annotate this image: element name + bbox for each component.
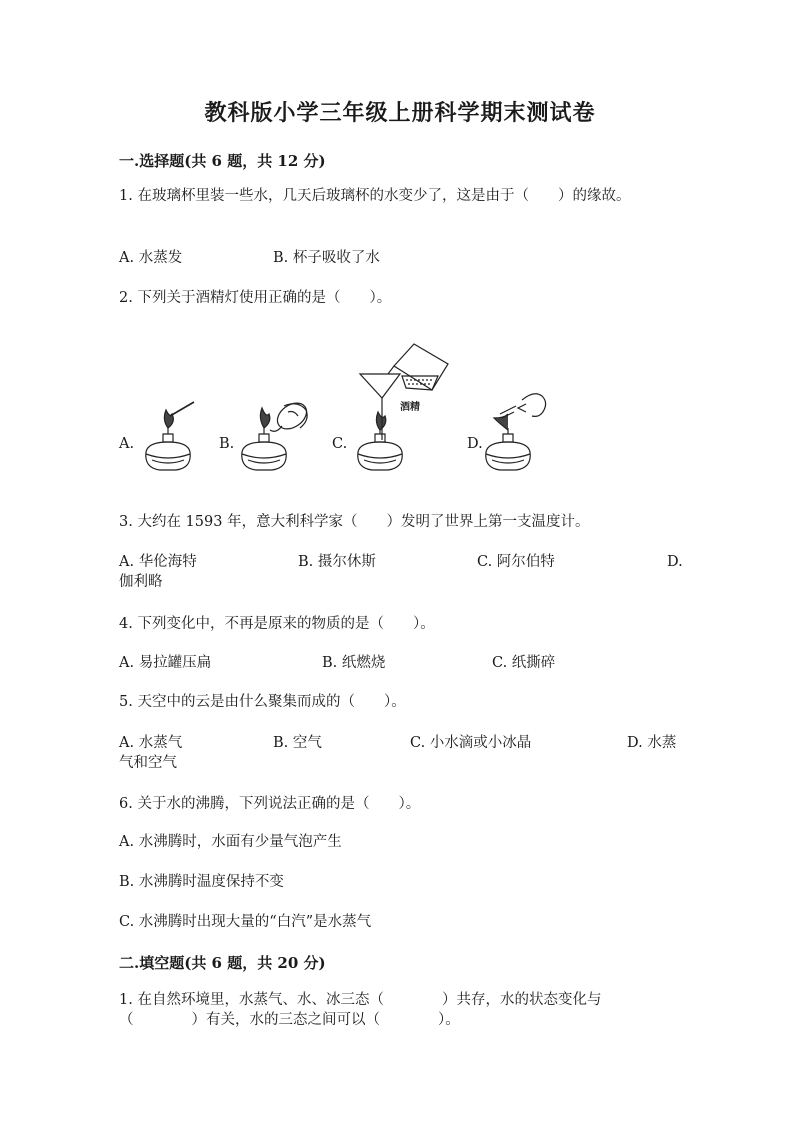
q6-option-a: A. 水沸腾时，水面有少量气泡产生 [119, 834, 342, 850]
q3-option-c: C. 阿尔伯特 [477, 554, 555, 570]
q3-option-a: A. 华伦海特 [119, 554, 197, 570]
q5-option-b: B. 空气 [273, 735, 322, 751]
q1-option-b: B. 杯子吸收了水 [273, 250, 380, 266]
q2-image-text-alcohol: 酒精 [400, 402, 420, 413]
q3-option-d-continued: 伽利略 [119, 574, 163, 590]
lamp-blown-out-by-mouth-image [482, 388, 552, 474]
question-3: 3. 大约在 1593 年，意大利科学家（ ）发明了世界上第一支温度计。 [119, 514, 590, 530]
q3-option-d: D. [667, 554, 683, 570]
question-5: 5. 天空中的云是由什么聚集而成的（ ）。 [119, 694, 406, 710]
q2-option-a: A. [119, 436, 135, 452]
q2-option-c: C. [332, 436, 348, 452]
q6-option-b: B. 水沸腾时温度保持不变 [119, 874, 284, 890]
lamp-lit-with-match-image [138, 398, 198, 474]
q4-option-a: A. 易拉罐压扁 [119, 655, 212, 671]
q4-option-b: B. 纸燃烧 [322, 655, 386, 671]
q4-option-c: C. 纸撕碎 [492, 655, 556, 671]
q1-option-a: A. 水蒸发 [119, 250, 183, 266]
section-heading-choice: 一.选择题(共 6 题，共 12 分) [119, 152, 326, 170]
question-1: 1. 在玻璃杯里装一些水，几天后玻璃杯的水变少了，这是由于（ ）的缘故。 [119, 188, 631, 204]
q5-option-c: C. 小水滴或小冰晶 [410, 735, 532, 751]
lamp-lighting-from-another-lamp-image [236, 390, 316, 474]
question-6: 6. 关于水的沸腾，下列说法正确的是（ ）。 [119, 796, 421, 812]
fill-question-1: 1. 在自然环境里，水蒸气、水、冰三态（ ）共存，水的状态变化与（ ）有关，水的三态之间可以（ ）。 [119, 992, 602, 1028]
q6-option-c: C. 水沸腾时出现大量的“白汽”是水蒸气 [119, 914, 372, 930]
q5-option-a: A. 水蒸气 [119, 735, 183, 751]
q5-option-d-continued: 气和空气 [119, 755, 177, 771]
q3-option-b: B. 摄尔休斯 [298, 554, 376, 570]
page-title: 教科版小学三年级上册科学期末测试卷 [204, 100, 596, 126]
question-2: 2. 下列关于酒精灯使用正确的是（ ）。 [119, 290, 392, 306]
question-4: 4. 下列变化中，不再是原来的物质的是（ ）。 [119, 616, 435, 632]
q5-option-d: D. 水蒸 [627, 735, 677, 751]
q2-option-d: D. [467, 436, 483, 452]
q2-option-b: B. [219, 436, 235, 452]
adding-alcohol-to-lit-lamp-image [350, 340, 460, 474]
section-heading-fill-blank: 二.填空题(共 6 题，共 20 分) [119, 954, 326, 972]
